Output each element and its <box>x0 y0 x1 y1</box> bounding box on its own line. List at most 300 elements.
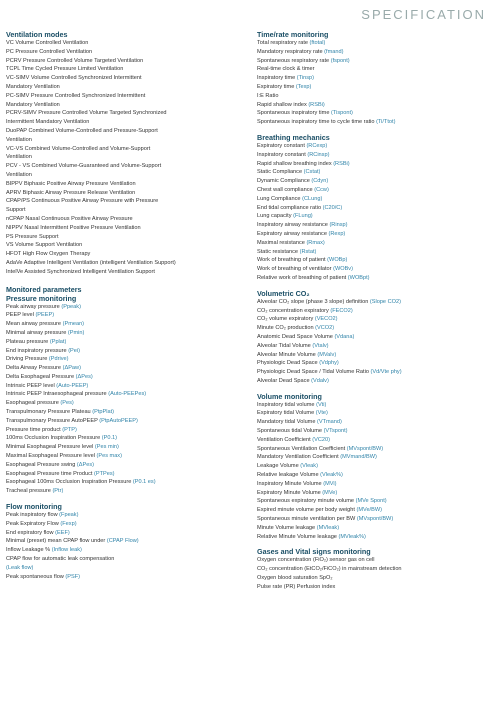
co2-parameter-item-abbrev: (VCO2) <box>315 325 335 332</box>
pressure-parameter-item-text: Plateau pressure <box>6 338 50 345</box>
mechanics-parameter-item <box>257 195 495 204</box>
mechanics-parameter-item-abbrev: (CLung) <box>302 195 323 202</box>
pressure-parameter-item-text: Esophageal Pressure swing <box>6 461 77 468</box>
mechanics-parameter-item-text: Expiratory airway resistance <box>257 230 329 237</box>
mechanics-parameter-item-text: Inspiratory airway resistance <box>257 222 330 229</box>
time-parameter-item <box>257 74 495 83</box>
pressure-parameter-item <box>6 320 240 329</box>
mechanics-parameter-item-abbrev: (Cstat) <box>303 169 321 176</box>
monitored-parameters-title: Monitored parameters <box>6 284 82 294</box>
time-parameter-item-text: Expiratory time <box>257 83 296 90</box>
volume-monitoring-list <box>257 401 495 542</box>
ventilation-mode-item-text: AdaVe Adaptive Intelligent Ventilation (intelligent Ventilation Support) <box>6 259 176 266</box>
co2-parameter-item <box>257 324 495 333</box>
ventilation-mode-item <box>6 162 240 171</box>
pressure-parameter-item-abbrev: (P0.1) <box>101 435 117 442</box>
flow-parameter-item-abbrev: (PSF) <box>65 573 81 580</box>
gases-vital-signs-title: Gases and Vital signs monitoring <box>257 547 371 557</box>
mechanics-parameter-item <box>257 160 495 169</box>
volume-parameter-item <box>257 497 495 506</box>
ventilation-mode-item-text: PS Pressure Support <box>6 233 59 240</box>
pressure-parameter-item-abbrev: (PtpAutoPEEP) <box>99 417 138 424</box>
ventilation-mode-item-text: DuoPAP Combined Volume-Controlled and Pressure-Support <box>6 127 158 134</box>
ventilation-modes-list <box>6 39 240 277</box>
pressure-parameter-item-abbrev: (Auto-PEEP) <box>56 382 89 389</box>
gases-vital-signs-list <box>257 556 495 591</box>
pressure-parameter-item <box>6 426 240 435</box>
mechanics-parameter-item-abbrev: (Rmax) <box>306 239 325 246</box>
mechanics-parameter-item <box>257 265 495 274</box>
ventilation-mode-item <box>6 118 240 127</box>
volumetric-co2-list <box>257 298 495 386</box>
mechanics-parameter-item-text: Dynamic Compliance <box>257 178 312 185</box>
ventilation-modes-title: Ventilation modes <box>6 30 68 39</box>
pressure-parameter-item-abbrev: (Pes) <box>60 400 74 407</box>
pressure-parameter-item <box>6 382 240 391</box>
pressure-parameter-item-abbrev: (Ppeak) <box>61 303 81 310</box>
volume-parameter-item-text: Inspiratory tidal volume <box>257 401 317 408</box>
ventilation-mode-item <box>6 145 240 154</box>
ventilation-mode-item-text: BIPPV Biphasic Positive Airway Pressure Ventilation <box>6 180 136 187</box>
mechanics-parameter-item <box>257 142 495 151</box>
time-rate-monitoring-list <box>257 39 495 127</box>
pressure-parameter-item-text: Transpulmonary Pressure Plateau <box>6 409 93 416</box>
time-parameter-item <box>257 101 495 110</box>
volume-parameter-item-abbrev: (Vleak%) <box>320 472 343 479</box>
volume-parameter-item-abbrev: (MVspont/BW) <box>356 516 394 523</box>
flow-parameter-item <box>6 511 240 520</box>
pressure-parameter-item-abbrev: (Pmean) <box>62 321 85 328</box>
volume-parameter-item-abbrev: (Vte) <box>315 410 328 417</box>
co2-parameter-item <box>257 377 495 386</box>
ventilation-mode-item-text: Ventilation <box>6 171 32 178</box>
co2-parameter-item <box>257 333 495 342</box>
ventilation-mode-item-text: Mandatory Ventilation <box>6 83 60 90</box>
ventilation-mode-item <box>6 57 240 66</box>
time-parameter-item-text: Spontaneous respiratory rate <box>257 57 331 64</box>
volume-parameter-item <box>257 418 495 427</box>
ventilation-mode-item <box>6 206 240 215</box>
co2-parameter-item <box>257 359 495 368</box>
flow-parameter-item-abbrev: (EEF) <box>55 529 70 536</box>
volume-parameter-item <box>257 409 495 418</box>
mechanics-parameter-item <box>257 274 495 283</box>
ventilation-mode-item-text: CPAP/PS Continuous Positive Airway Pressure with Pressure <box>6 198 159 205</box>
ventilation-mode-item-text: VC-SIMV Volume Controlled Synchronized Intermittent <box>6 75 142 82</box>
volume-parameter-item <box>257 401 495 410</box>
co2-parameter-item-abbrev: (Vtalv) <box>312 342 329 349</box>
pressure-parameter-item-abbrev: (Pmin) <box>67 329 85 336</box>
mechanics-parameter-item-abbrev: (RSBi) <box>333 160 350 167</box>
flow-parameter-item <box>6 564 240 573</box>
volume-parameter-item <box>257 506 495 515</box>
mechanics-parameter-item-text: Rapid shallow breathing index <box>257 160 334 167</box>
mechanics-parameter-item-text: Expiratory constant <box>257 142 307 149</box>
mechanics-parameter-item <box>257 168 495 177</box>
pressure-parameter-item-text: Esophageal Pressure time Product <box>6 470 94 477</box>
volume-parameter-item-text: Spontaneous tidal Volume <box>257 428 324 435</box>
time-parameter-item <box>257 92 495 101</box>
volume-parameter-item-abbrev: (MVi) <box>323 480 337 487</box>
flow-parameter-item-text: Peak inspiratory flow <box>6 512 60 519</box>
gas-parameter-item-text: Oxygen blood saturation SpO₂ <box>257 575 333 582</box>
time-parameter-item <box>257 48 495 57</box>
flow-parameter-item-abbrev: (Fpeak) <box>59 512 79 519</box>
time-parameter-item-text: Spontaneous inspiratory time to cycle time ratio <box>257 119 377 126</box>
co2-parameter-item-text: Minute CO₂ production <box>257 325 316 332</box>
volume-parameter-item <box>257 524 495 533</box>
mechanics-parameter-item <box>257 186 495 195</box>
mechanics-parameter-item-abbrev: (WOBpt) <box>347 274 370 281</box>
co2-parameter-item-text: Alveolar Tidal Volume <box>257 342 313 349</box>
flow-parameter-item <box>6 573 240 582</box>
ventilation-mode-item <box>6 268 240 277</box>
pressure-parameter-item <box>6 303 240 312</box>
pressure-parameter-item <box>6 417 240 426</box>
co2-parameter-item-text: Anatomic Dead Space Volume <box>257 333 335 340</box>
volume-parameter-item <box>257 480 495 489</box>
ventilation-mode-item-text: PC Pressure Controlled Ventilation <box>6 48 93 55</box>
ventilation-mode-item <box>6 153 240 162</box>
pressure-parameter-item-abbrev: (P0.1 es) <box>132 479 156 486</box>
mechanics-parameter-item-text: Relative work of breathing of patient <box>257 274 348 281</box>
volume-parameter-item-text: Spontaneous expiratory minute volume <box>257 498 356 505</box>
ventilation-mode-item-text: PCRV Pressure Controlled Volume Targeted Ventilation <box>6 57 144 64</box>
pressure-parameter-item-abbrev: (Pes min) <box>94 444 119 451</box>
ventilation-mode-item-text: PCV - VS Combined Volume-Guaranteed and Volume-Support <box>6 163 162 170</box>
pressure-parameter-item <box>6 329 240 338</box>
flow-parameter-item <box>6 546 240 555</box>
mechanics-parameter-item <box>257 248 495 257</box>
gas-parameter-item-text: CO₂ concentration (EtCO₂/FiCO₂) in mainstream detection <box>257 566 402 573</box>
ventilation-mode-item <box>6 136 240 145</box>
volume-parameter-item-abbrev: (MVe) <box>322 489 338 496</box>
right-column <box>257 30 495 592</box>
ventilation-mode-item-text: VC-VS Combined Volume-Controlled and Volume-Support <box>6 145 151 152</box>
pressure-parameter-item <box>6 461 240 470</box>
time-parameter-item-text: Real-time clock & timer <box>257 66 315 73</box>
pressure-parameter-item <box>6 364 240 373</box>
co2-parameter-item-abbrev: (Vd/Vte phy) <box>370 369 402 376</box>
flow-parameter-item <box>6 529 240 538</box>
volume-parameter-item-text: Spontaneous minute ventilation per BW <box>257 516 357 523</box>
time-parameter-item-text: Total respiratory rate <box>257 40 310 46</box>
pressure-parameter-item-text: Intrinsic PEEP level <box>6 382 57 389</box>
pressure-parameter-item <box>6 452 240 461</box>
pressure-parameter-item-abbrev: (Pes max) <box>96 453 122 460</box>
volume-parameter-item-abbrev: (MVleak) <box>316 524 340 531</box>
ventilation-mode-item <box>6 74 240 83</box>
mechanics-parameter-item-text: Inspiratory constant <box>257 151 308 158</box>
mechanics-parameter-item-abbrev: (Rexp) <box>328 230 346 237</box>
co2-parameter-item-abbrev: (VECO2) <box>314 316 338 323</box>
mechanics-parameter-item-text: Maximal resistance <box>257 239 307 246</box>
co2-parameter-item-abbrev: (Vdalv) <box>311 377 329 384</box>
pressure-parameter-item-abbrev: (Pplat) <box>49 338 67 345</box>
ventilation-mode-item <box>6 83 240 92</box>
page-header: SPECIFICATION <box>361 7 486 22</box>
time-parameter-item-abbrev: (Texp) <box>295 83 312 90</box>
volume-parameter-item-abbrev: (MVspont/BW) <box>346 445 384 452</box>
ventilation-mode-item-text: nCPAP Nasal Continuous Positive Airway Pressure <box>6 215 133 222</box>
ventilation-mode-item <box>6 189 240 198</box>
ventilation-mode-item-text: Ventilation <box>6 136 32 143</box>
co2-parameter-item <box>257 307 495 316</box>
pressure-parameter-item-abbrev: (Ptr) <box>52 488 64 495</box>
pressure-parameter-item-text: Minimal Esophageal Pressure level <box>6 444 95 451</box>
co2-parameter-item <box>257 368 495 377</box>
volume-parameter-item-abbrev: (VC20) <box>312 436 330 443</box>
pressure-parameter-item-text: Tracheal pressure <box>6 488 53 495</box>
flow-parameter-item-abbrev: (Fexp) <box>60 520 77 527</box>
mechanics-parameter-item-text: Chest wall compliance <box>257 186 315 193</box>
time-parameter-item-text: Rapid shallow index <box>257 101 309 108</box>
ventilation-mode-item-text: Mandatory Ventilation <box>6 101 60 108</box>
pressure-parameter-item-text: Transpulmonary Pressure AutoPEEP <box>6 417 100 424</box>
pressure-parameter-item-abbrev: (PTP) <box>62 426 77 433</box>
flow-parameter-item <box>6 555 240 564</box>
ventilation-mode-item-text: Ventilation <box>6 154 32 161</box>
mechanics-parameter-item-text: Lung Compliance <box>257 195 303 202</box>
volume-parameter-item <box>257 515 495 524</box>
co2-parameter-item <box>257 298 495 307</box>
flow-parameter-item-text: Peak Expiratory Flow <box>6 520 61 527</box>
pressure-parameter-item <box>6 470 240 479</box>
volume-parameter-item-abbrev: (MVleak%) <box>338 533 366 540</box>
volume-parameter-item <box>257 445 495 454</box>
mechanics-parameter-item-text: Lung capacity <box>257 213 294 220</box>
flow-parameter-item-abbrev: (CPAP Flow) <box>106 538 139 545</box>
left-column <box>6 30 240 581</box>
ventilation-mode-item-text: APRV Biphasic Airway Pressure Release Ventilation <box>6 189 136 196</box>
volume-monitoring-title: Volume monitoring <box>257 391 322 401</box>
ventilation-mode-item <box>6 39 240 48</box>
mechanics-parameter-item-abbrev: (RCexp) <box>306 142 328 149</box>
volume-parameter-item-abbrev: (Vti) <box>316 401 327 408</box>
volume-parameter-item-text: Expiratory tidal Volume <box>257 410 316 417</box>
volume-parameter-item-text: Minute Volume leakage <box>257 524 317 531</box>
pressure-parameter-item-text: Driving Pressure <box>6 356 49 363</box>
pressure-parameter-item <box>6 347 240 356</box>
pressure-parameter-item-text: Pressure time product <box>6 426 63 433</box>
flow-parameter-item-abbrev: (Leak flow) <box>6 564 34 571</box>
volume-parameter-item-text: Mandatory Ventilation Coefficient <box>257 454 341 461</box>
co2-parameter-item-abbrev: (FECO2) <box>330 307 353 314</box>
mechanics-parameter-item <box>257 177 495 186</box>
ventilation-mode-item <box>6 233 240 242</box>
pressure-parameter-item-text: Delta Airway Pressure <box>6 365 63 372</box>
time-parameter-item <box>257 118 495 127</box>
flow-parameter-item-text: Inflow Leakage % <box>6 547 52 554</box>
pressure-monitoring-title: Pressure monitoring <box>6 293 77 303</box>
co2-parameter-item-text: CO₂ volume expiratory <box>257 316 315 323</box>
ventilation-mode-item-text: TCPL Time Cycled Pressure Limited Ventilation <box>6 66 124 73</box>
mechanics-parameter-item <box>257 256 495 265</box>
ventilation-mode-item <box>6 109 240 118</box>
co2-parameter-item <box>257 315 495 324</box>
co2-parameter-item <box>257 342 495 351</box>
pressure-parameter-item <box>6 355 240 364</box>
ventilation-mode-item-text: HFOT High Flow Oxygen Therapy <box>6 251 91 258</box>
volume-parameter-item-text: Inspiratory Minute Volume <box>257 480 324 487</box>
volume-parameter-item-abbrev: (VTspont) <box>323 428 348 435</box>
volume-parameter-item-abbrev: (VTmand) <box>317 419 342 426</box>
ventilation-mode-item <box>6 180 240 189</box>
volume-parameter-item-abbrev: (MVe/BW) <box>356 507 382 514</box>
time-parameter-item-abbrev: (Ti/Ttot) <box>376 119 396 126</box>
flow-parameter-item-text: Minimal (preset) mean CPAP flow under <box>6 538 107 545</box>
pressure-parameter-item-text: 100ms Occlusion Inspiration Pressure <box>6 435 102 442</box>
pressure-parameter-item-abbrev: (Pdrive) <box>48 356 69 363</box>
time-rate-monitoring-title: Time/rate monitoring <box>257 30 329 39</box>
ventilation-mode-item <box>6 92 240 101</box>
mechanics-parameter-item-text: Static Compliance <box>257 169 304 176</box>
mechanics-parameter-item <box>257 204 495 213</box>
volume-parameter-item-text: Mandatory tidal Volume <box>257 419 318 426</box>
ventilation-mode-item <box>6 241 240 250</box>
mechanics-parameter-item-abbrev: (C20/C) <box>322 204 343 211</box>
co2-parameter-item-abbrev: (Vdphy) <box>319 360 339 367</box>
time-parameter-item-text: Inspiratory time <box>257 75 297 82</box>
pressure-parameter-item-abbrev: (ΔPes) <box>75 373 93 380</box>
volume-parameter-item <box>257 436 495 445</box>
volume-parameter-item-text: Leakage Volume <box>257 463 301 470</box>
mechanics-parameter-item <box>257 230 495 239</box>
gas-parameter-item <box>257 565 495 574</box>
co2-parameter-item-abbrev: (MValv) <box>317 351 337 358</box>
volume-parameter-item-text: Relative Minute Volume leakage <box>257 533 339 540</box>
pressure-parameter-item-text: Maximal Esophageal Pressure level <box>6 453 97 460</box>
gas-parameter-item-text: Oxygen concentration (FiO₂) sensor gas on cell <box>257 557 375 564</box>
ventilation-mode-item <box>6 48 240 57</box>
mechanics-parameter-item <box>257 239 495 248</box>
volume-parameter-item <box>257 489 495 498</box>
co2-parameter-item-text: Alveolar Minute Volume <box>257 351 318 358</box>
ventilation-mode-item <box>6 171 240 180</box>
volume-parameter-item <box>257 453 495 462</box>
gas-parameter-item <box>257 583 495 592</box>
co2-parameter-item-text: Physiologic Dead Space <box>257 360 320 367</box>
mechanics-parameter-item-abbrev: (RCinsp) <box>307 151 330 158</box>
ventilation-mode-item-text: IntelVe Assisted Synchronized Intelligent Ventilation Support <box>6 268 155 275</box>
mechanics-parameter-item-abbrev: (Cdyn) <box>311 178 329 185</box>
volume-parameter-item <box>257 427 495 436</box>
time-parameter-item <box>257 109 495 118</box>
mechanics-parameter-item-text: Static resistance <box>257 248 300 255</box>
ventilation-mode-item <box>6 259 240 268</box>
volume-parameter-item-text: Spontaneous Ventilation Coefficient <box>257 445 347 452</box>
pressure-parameter-item-text: End inspiratory pressure <box>6 347 69 354</box>
volume-parameter-item-text: Ventilation Coefficient <box>257 436 313 443</box>
pressure-parameter-item <box>6 434 240 443</box>
pressure-parameter-item <box>6 373 240 382</box>
pressure-parameter-item-text: Delta Esophageal Pressure <box>6 373 76 380</box>
mechanics-parameter-item-abbrev: (FLung) <box>293 213 313 220</box>
mechanics-parameter-item-text: Work of breathing of ventilator <box>257 266 334 273</box>
gas-parameter-item <box>257 574 495 583</box>
pressure-monitoring-list <box>6 303 240 497</box>
ventilation-mode-item <box>6 224 240 233</box>
pressure-parameter-item-abbrev: (Auto-PEEPes) <box>108 391 147 398</box>
time-parameter-item-abbrev: (RSBi) <box>308 101 325 108</box>
volume-parameter-item <box>257 533 495 542</box>
mechanics-parameter-item <box>257 221 495 230</box>
pressure-parameter-item-abbrev: (ΔPaw) <box>62 365 81 372</box>
pressure-parameter-item <box>6 338 240 347</box>
ventilation-mode-item-text: Intermittent Mandatory Ventilation <box>6 119 90 126</box>
pressure-parameter-item-text: Esophageal pressure <box>6 400 61 407</box>
co2-parameter-item-text: Alveolar CO₂ slope (phase 3 slope) definition <box>257 298 370 305</box>
volume-parameter-item-abbrev: (MVe Spont) <box>355 498 387 505</box>
flow-monitoring-title: Flow monitoring <box>6 502 62 512</box>
flow-parameter-item-text: CPAP flow for automatic leak compensation <box>6 556 115 563</box>
mechanics-parameter-item-text: Work of breathing of patient <box>257 257 328 264</box>
pressure-parameter-item-abbrev: (ΔPes) <box>76 461 95 468</box>
pressure-parameter-item-text: Mean airway pressure <box>6 321 63 328</box>
time-parameter-item <box>257 65 495 74</box>
pressure-parameter-item-abbrev: (Pei) <box>68 347 80 354</box>
ventilation-mode-item-text: PCRV-SIMV Pressure Controlled Volume Targeted Synchronized <box>6 110 167 117</box>
gas-parameter-item <box>257 556 495 565</box>
pressure-parameter-item <box>6 311 240 320</box>
ventilation-mode-item <box>6 215 240 224</box>
pressure-parameter-item-text: PEEP level <box>6 312 36 319</box>
pressure-parameter-item-text: Peak airway pressure <box>6 303 62 310</box>
flow-parameter-item <box>6 537 240 546</box>
flow-monitoring-list <box>6 511 240 581</box>
time-parameter-item-text: Mandatory respiratory rate <box>257 48 325 55</box>
volumetric-co2-title: Volumetric CO₂ <box>257 288 310 298</box>
flow-parameter-item-abbrev: (Inflow leak) <box>51 547 82 554</box>
ventilation-mode-item-text: Support <box>6 207 26 214</box>
time-parameter-item-abbrev: (fspont) <box>330 57 350 64</box>
pressure-parameter-item-text: Esophageal 100ms Occlusion Inspiration Pressure <box>6 479 133 486</box>
time-parameter-item <box>257 83 495 92</box>
time-parameter-item <box>257 57 495 66</box>
mechanics-parameter-item-text: End tidal compliance ratio <box>257 204 323 211</box>
gas-parameter-item-text: Pulse rate (PR) Perfusion index <box>257 583 336 590</box>
mechanics-parameter-item <box>257 212 495 221</box>
pressure-parameter-item <box>6 487 240 496</box>
co2-parameter-item-text: CO₂ concentration expiratory <box>257 307 331 314</box>
pressure-parameter-item-text: Intrinsic PEEP Intraesophageal pressure <box>6 391 109 398</box>
time-parameter-item-abbrev: (Tispont) <box>331 110 353 117</box>
mechanics-parameter-item-abbrev: (Ccw) <box>314 186 329 193</box>
ventilation-mode-item <box>6 65 240 74</box>
pressure-parameter-item <box>6 399 240 408</box>
co2-parameter-item-text: Physiologic Dead Space / Tidal Volume Ratio <box>257 369 371 376</box>
mechanics-parameter-item-abbrev: (WOBp) <box>327 257 348 264</box>
pressure-parameter-item-abbrev: (PTPes) <box>94 470 115 477</box>
volume-parameter-item-abbrev: (MVmand/BW) <box>340 454 377 461</box>
volume-parameter-item <box>257 462 495 471</box>
time-parameter-item-text: Spontaneous inspiratory time <box>257 110 332 117</box>
pressure-parameter-item-abbrev: (PtpPlat) <box>92 409 114 416</box>
ventilation-mode-item-text: PC-SIMV Pressure Controlled Synchronized Intermittent <box>6 92 146 99</box>
pressure-parameter-item <box>6 408 240 417</box>
co2-parameter-item <box>257 351 495 360</box>
mechanics-parameter-item-abbrev: (Rstat) <box>299 248 317 255</box>
pressure-parameter-item-text: Minimal airway pressure <box>6 329 68 336</box>
time-parameter-item-text: I:E Ratio <box>257 92 279 99</box>
pressure-parameter-item <box>6 443 240 452</box>
ventilation-mode-item-text: VS Volume Support Ventilation <box>6 242 83 249</box>
volume-parameter-item-abbrev: (Vleak) <box>300 463 318 470</box>
volume-parameter-item-text: Expiratory Minute Volume <box>257 489 323 496</box>
flow-parameter-item-text: Peak spontaneous flow <box>6 573 66 580</box>
pressure-parameter-item <box>6 390 240 399</box>
flow-parameter-item <box>6 520 240 529</box>
